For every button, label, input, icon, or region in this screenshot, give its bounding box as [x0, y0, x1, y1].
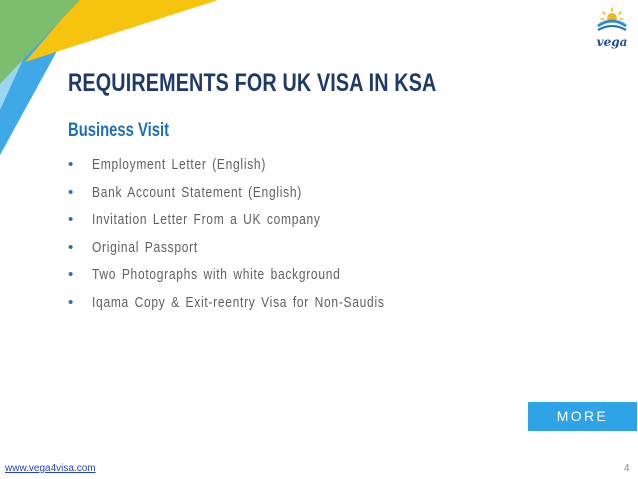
more-info-button[interactable] — [528, 402, 637, 453]
requirement-text: Bank Account Statement (English) — [92, 183, 302, 201]
vega-logo-icon — [590, 4, 634, 50]
bullet-icon: • — [68, 293, 74, 311]
requirement-text: Invitation Letter From a UK company — [92, 211, 321, 229]
bullet-icon: • — [68, 266, 74, 284]
more-info-label: MORE INFO… — [552, 408, 613, 453]
page-number: 4 — [624, 463, 630, 474]
section-subtitle: Business Visit — [68, 120, 170, 141]
requirement-text: Two Photographs with white background — [92, 266, 341, 284]
page-title: REQUIREMENTS FOR UK VISA IN KSA — [68, 69, 437, 97]
svg-text:vega: vega — [596, 35, 628, 49]
requirement-text: Original Passport — [92, 238, 198, 256]
bullet-icon: • — [68, 183, 74, 201]
website-link[interactable]: www.vega4visa.com — [5, 463, 96, 474]
requirement-text: Employment Letter (English) — [92, 156, 267, 173]
bullet-icon: • — [68, 211, 74, 229]
bullet-icon: • — [68, 238, 74, 256]
requirement-text: Iqama Copy & Exit-reentry Visa for Non-Saudis — [92, 293, 385, 311]
bullet-icon: • — [68, 156, 74, 173]
